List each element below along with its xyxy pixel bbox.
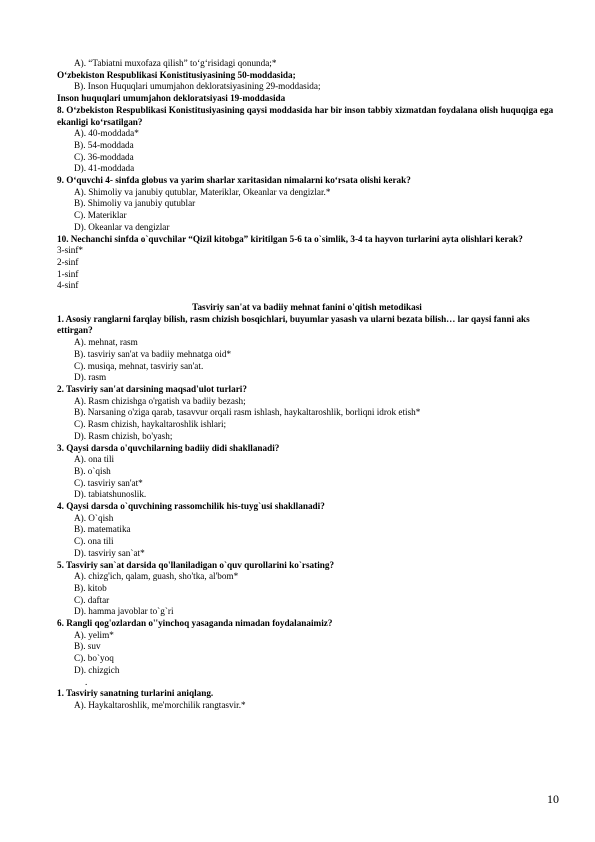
answer-option: D). hamma javoblar to`g`ri [74, 606, 174, 617]
answer-option: D). 41-moddada [74, 163, 135, 174]
answer-option: A). chizg'ich, qalam, guash, sho'tka, al'bom* [74, 571, 239, 582]
answer-option: D). rasm [74, 372, 107, 383]
answer-option: C). ona tili [74, 536, 114, 547]
question-text: 6. Rangli qog'ozlardan o''yinchoq yasaganda nimadan foydalanaimiz? [57, 618, 333, 629]
answer-option: C). daftar [74, 594, 110, 605]
answer-option: C). musiqa, mehnat, tasviriy san'at. [74, 360, 204, 371]
question-text: 5. Tasviriy san`at darsida qo'llaniladigan o`quv qurollarini ko`rsating? [57, 559, 335, 570]
answer-option: A). Rasm chizishga o'rgatish va badiiy bezash; [74, 395, 246, 406]
answer-option: B). kitob [74, 582, 107, 593]
answer-option: D). chizgich [74, 664, 120, 675]
answer-option: B). 54-moddada [74, 139, 134, 150]
answer-option: B). tasviriy san'at va badiiy mehnatga oid* [74, 348, 232, 359]
document-body [57, 58, 557, 712]
question-text: Inson huquqlari umumjahon dekloratsiyasi 19-moddasida [57, 93, 286, 104]
answer-line: 2-sinf [57, 256, 79, 267]
question-text: 10. Nechanchi sinfda o`quvchilar “Qizil kitobga” kiritilgan 5-6 ta o`simlik, 3-4 ta hayvon turlarini ayta olishlari kerak? [57, 233, 523, 244]
answer-line: 1-sinf [57, 268, 79, 279]
answer-option: C). Materiklar [74, 210, 127, 221]
answer-option: D). Rasm chizish, bo'yash; [74, 430, 173, 441]
answer-option: D). tabiatshunoslik. [74, 489, 147, 500]
separator-dot: . [85, 676, 88, 687]
question-text: 8. O‘zbekiston Respublikasi Konistitusiyasining qaysi moddasida har bir inson tabbiy xizmatdan foydalana olish huquqiga ega ekanligi ko‘rsatilgan? [57, 104, 554, 127]
answer-option: A). Shimoliy va janubiy qutublar, Materiklar, Okeanlar va dengizlar.* [74, 186, 331, 197]
answer-option: B). matematika [74, 524, 131, 535]
answer-option: C). tasviriy san'at* [74, 477, 143, 488]
answer-option: B). Shimoliy va janubiy qutublar [74, 198, 196, 209]
answer-option: A). O`qish [74, 512, 114, 523]
answer-option: B). suv [74, 641, 101, 652]
answer-option: D). Okeanlar va dengizlar [74, 221, 170, 232]
answer-line: 4-sinf [57, 280, 79, 291]
answer-option: B). o`qish [74, 465, 111, 476]
question-text: 4. Qaysi darsda o`quvchining rassomchilik his-tuyg`usi shakllanadi? [57, 501, 325, 512]
answer-option: B). Narsaning o'ziga qarab, tasavvur orqali rasm ishlash, haykaltaroshlik, borliqni idrok etish* [74, 407, 421, 418]
answer-option: A). mehnat, rasm [74, 337, 138, 348]
answer-option: C). 36-moddada [74, 151, 134, 162]
answer-option: A). ona tili [74, 454, 115, 465]
answer-option: A). Haykaltaroshlik, me'morchilik rangtasvir.* [74, 699, 246, 710]
question-text: 1. Tasviriy sanatning turlarini aniqlang. [57, 688, 214, 699]
answer-option: A). “Tabiatni muxofaza qilish” to‘g‘risidagi qonunda;* [74, 58, 277, 68]
answer-option: B). Inson Huquqlari umumjahon dekloratsiyasining 29-moddasida; [74, 81, 321, 92]
section-title: Tasviriy san'at va badiiy mehnat fanini o'qitish metodikasi [192, 302, 422, 313]
answer-option: A). yelim* [74, 629, 114, 640]
answer-line: 3-sinf* [57, 245, 84, 256]
question-text: O‘zbekiston Respublikasi Konistitusiyasining 50-moddasida; [57, 69, 296, 80]
answer-option: C). Rasm chizish, haykaltaroshlik ishlari; [74, 419, 227, 430]
question-text: 1. Asosiy ranglarni farqlay bilish, rasm chizish bosqichlari, buyumlar yasash va ularni bezata bilish… lar qaysi fanni aks ettirgan? [57, 313, 530, 336]
question-text: 9. O‘quvchi 4- sinfda globus va yarim sharlar xaritasidan nimalarni ko‘rsata olishi kerak? [57, 175, 411, 186]
question-text: 2. Tasviriy san'at darsining maqsad'ulot turlari? [57, 383, 247, 394]
question-text: 3. Qaysi darsda o'quvchilarning badiiy didi shakllanadi? [57, 442, 280, 453]
answer-option: D). tasviriy san`at* [74, 547, 145, 558]
page-number: 10 [547, 792, 559, 806]
answer-option: A). 40-moddada* [74, 128, 139, 139]
answer-option: C). bo`yoq [74, 653, 114, 664]
